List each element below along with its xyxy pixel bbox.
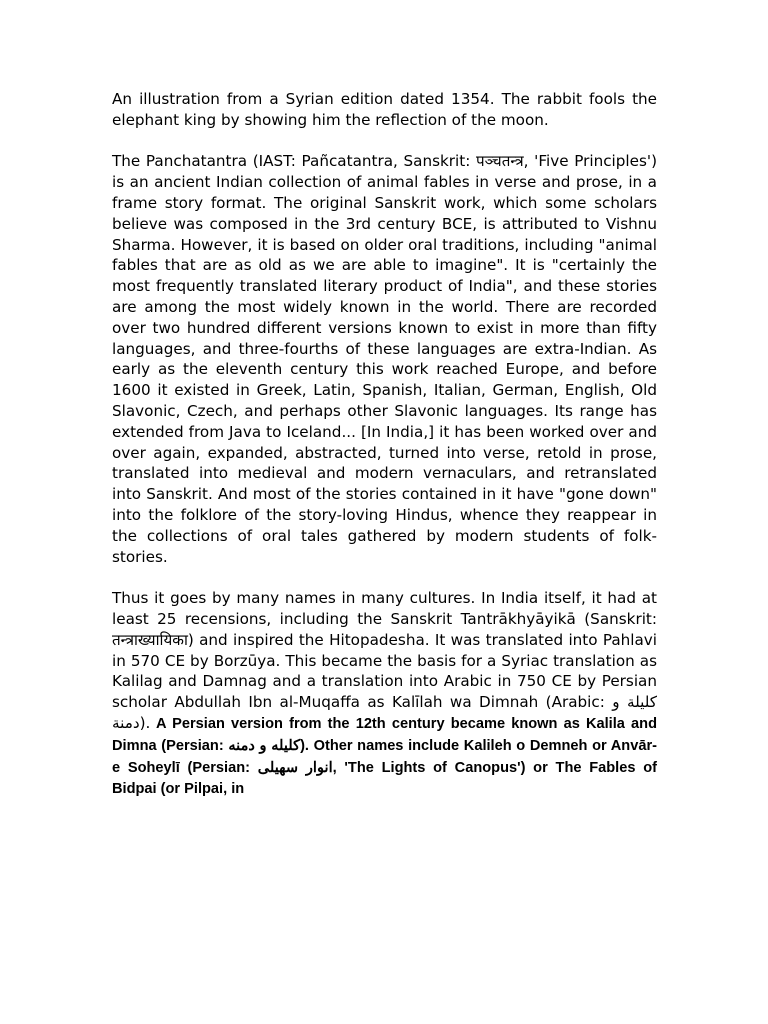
illustration-caption: An illustration from a Syrian edition dated 1354. The rabbit fools the elephant king by showing him the reflection of the moon. <box>112 90 657 129</box>
document-page <box>112 89 657 800</box>
panchatantra-intro-paragraph: The Panchatantra (IAST: Pañcatantra, Sanskrit: पञ्चतन्त्र, 'Five Principles') is an ancient Indian collection of animal fables in verse and prose, in a frame story format. The original Sanskrit work, which some scholars believe was composed in the 3rd century BCE, is attributed to Vishnu Sharma. However, it is based on older oral traditions, including "animal fables that are as old as we are able to imagine". It is "certainly the most frequently translated literary product of India", and these stories are among the most widely known in the world. There are recorded over two hundred different versions known to exist in more than fifty languages, and three-fourths of these languages are extra-Indian. As early as the eleventh century this work reached Europe, and before 1600 it existed in Greek, Latin, Spanish, Italian, German, English, Old Slavonic, Czech, and perhaps other Slavonic languages. Its range has extended from Java to Iceland... [In India,] it has been worked over and over again, expanded, abstracted, turned into verse, retold in prose, translated into medieval and modern vernaculars, and retranslated into Sanskrit. And most of the stories contained in it have "gone down" into the folklore of the story-loving Hindus, whence they reappear in the collections of oral tales gathered by modern students of folk-stories. <box>112 152 657 566</box>
names-paragraph-start: Thus it goes by many names in many cultures. In India itself, it had at least 25 recensions, including the Sanskrit Tantrākhyāyikā (Sanskrit: तन्त्राख्यायिका) and inspired the Hitopadesha. It was translated into Pahlavi in 570 CE by Borzūya. This became the basis for a Syriac translation as Kalilag and Damnag and a translation into Arabic in 750 CE by Persian scholar Abdullah Ibn al-Muqaffa as Kalīlah wa Dimnah (Arabic: كليلة و دمنة). <box>112 589 657 732</box>
names-paragraph <box>112 588 657 800</box>
names-paragraph-end: A Persian version from the 12th century became known as Kalila and Dimna (Persian: كليله و دمنه). Other names include Kalileh o Demneh or Anvār-e Soheylī (Persian: انوار سهيلى, 'The Lights of Canopus') or The Fables of Bidpai (or Pilpai, in <box>112 715 658 798</box>
